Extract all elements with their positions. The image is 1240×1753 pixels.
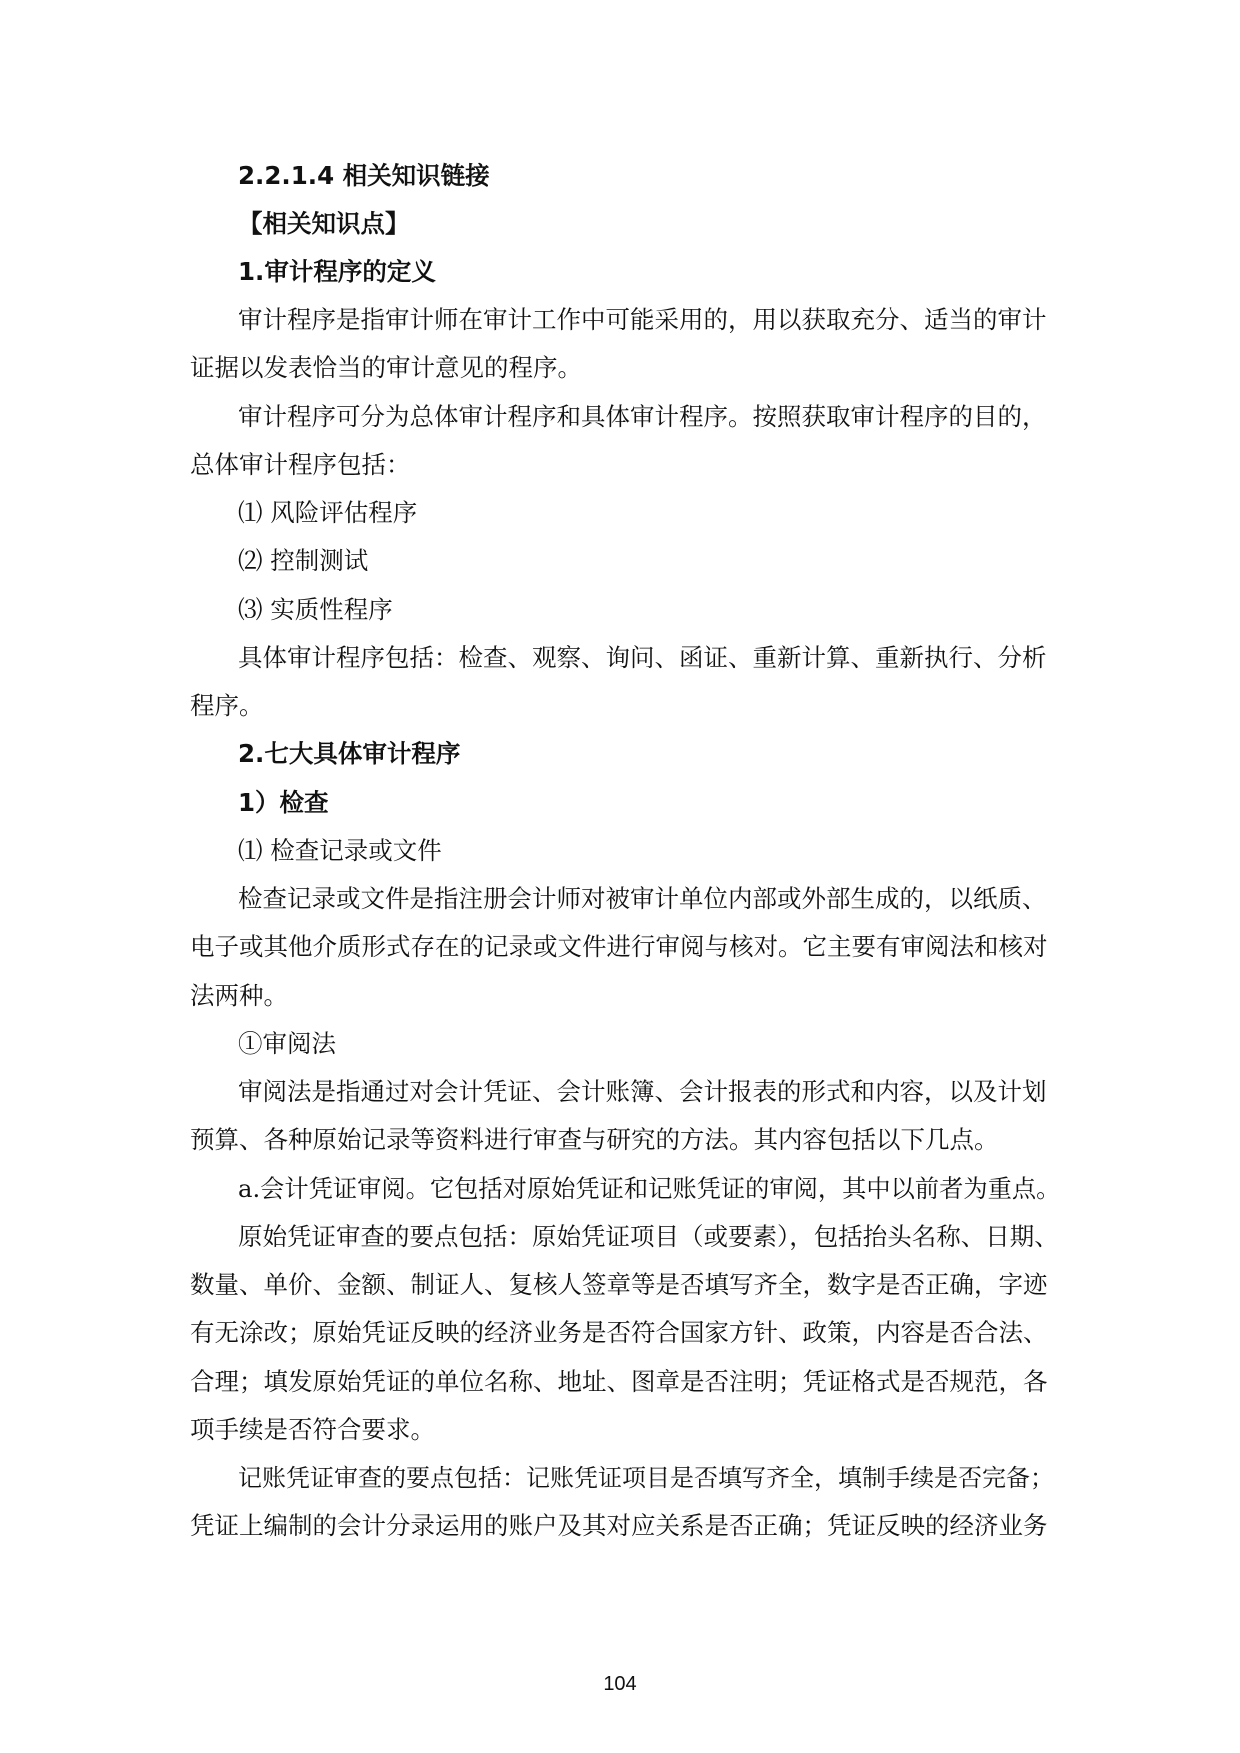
definition-heading: 1.审计程序的定义 (238, 257, 436, 286)
list-item: ①审阅法 (238, 1029, 336, 1058)
seven-procedures-heading: 2.七大具体审计程序 (238, 739, 461, 768)
paragraph-line: 审计程序是指审计师在审计工作中可能采用的，用以获取充分、适当的审计 (238, 305, 1047, 334)
list-item: ⑶ 实质性程序 (238, 595, 393, 624)
knowledge-heading: 【相关知识点】 (238, 209, 410, 238)
paragraph-line: 法两种。 (190, 981, 288, 1010)
paragraph-line: 程序。 (190, 691, 264, 720)
paragraph-line: 具体审计程序包括：检查、观察、询问、函证、重新计算、重新执行、分析 (238, 643, 1047, 672)
paragraph-line: 有无涂改；原始凭证反映的经济业务是否符合国家方针、政策，内容是否合法、 (190, 1318, 1048, 1347)
list-item: ⑴ 检查记录或文件 (238, 836, 442, 865)
section-heading: 2.2.1.4 相关知识链接 (238, 161, 490, 190)
list-item: ⑵ 控制测试 (238, 546, 369, 575)
paragraph-line: 审阅法是指通过对会计凭证、会计账簿、会计报表的形式和内容，以及计划 (238, 1077, 1047, 1106)
paragraph-line: 合理；填发原始凭证的单位名称、地址、图章是否注明；凭证格式是否规范，各 (190, 1367, 1048, 1396)
paragraph-line: 证据以发表恰当的审计意见的程序。 (190, 353, 582, 382)
paragraph-line: 电子或其他介质形式存在的记录或文件进行审阅与核对。它主要有审阅法和核对 (190, 932, 1048, 961)
paragraph-line: 凭证上编制的会计分录运用的账户及其对应关系是否正确；凭证反映的经济业务 (190, 1511, 1048, 1540)
inspection-heading: 1）检查 (238, 788, 329, 817)
paragraph-line: 原始凭证审查的要点包括：原始凭证项目（或要素），包括抬头名称、日期、 (238, 1222, 1059, 1251)
paragraph-line: 项手续是否符合要求。 (190, 1415, 435, 1444)
paragraph-line: 数量、单价、金额、制证人、复核人签章等是否填写齐全，数字是否正确，字迹 (190, 1270, 1048, 1299)
paragraph-line: 总体审计程序包括： (190, 450, 411, 479)
paragraph-line: 记账凭证审查的要点包括：记账凭证项目是否填写齐全，填制手续是否完备； (238, 1464, 1054, 1492)
page-number: 104 (603, 1673, 637, 1695)
paragraph-line: 审计程序可分为总体审计程序和具体审计程序。按照获取审计程序的目的， (238, 402, 1047, 431)
paragraph-line: 检查记录或文件是指注册会计师对被审计单位内部或外部生成的，以纸质、 (238, 884, 1047, 913)
list-item: ⑴ 风险评估程序 (238, 498, 418, 527)
paragraph-line: 预算、各种原始记录等资料进行审查与研究的方法。其内容包括以下几点。 (190, 1125, 999, 1154)
paragraph-line: a.会计凭证审阅。它包括对原始凭证和记账凭证的审阅，其中以前者为重点。 (238, 1174, 1061, 1203)
